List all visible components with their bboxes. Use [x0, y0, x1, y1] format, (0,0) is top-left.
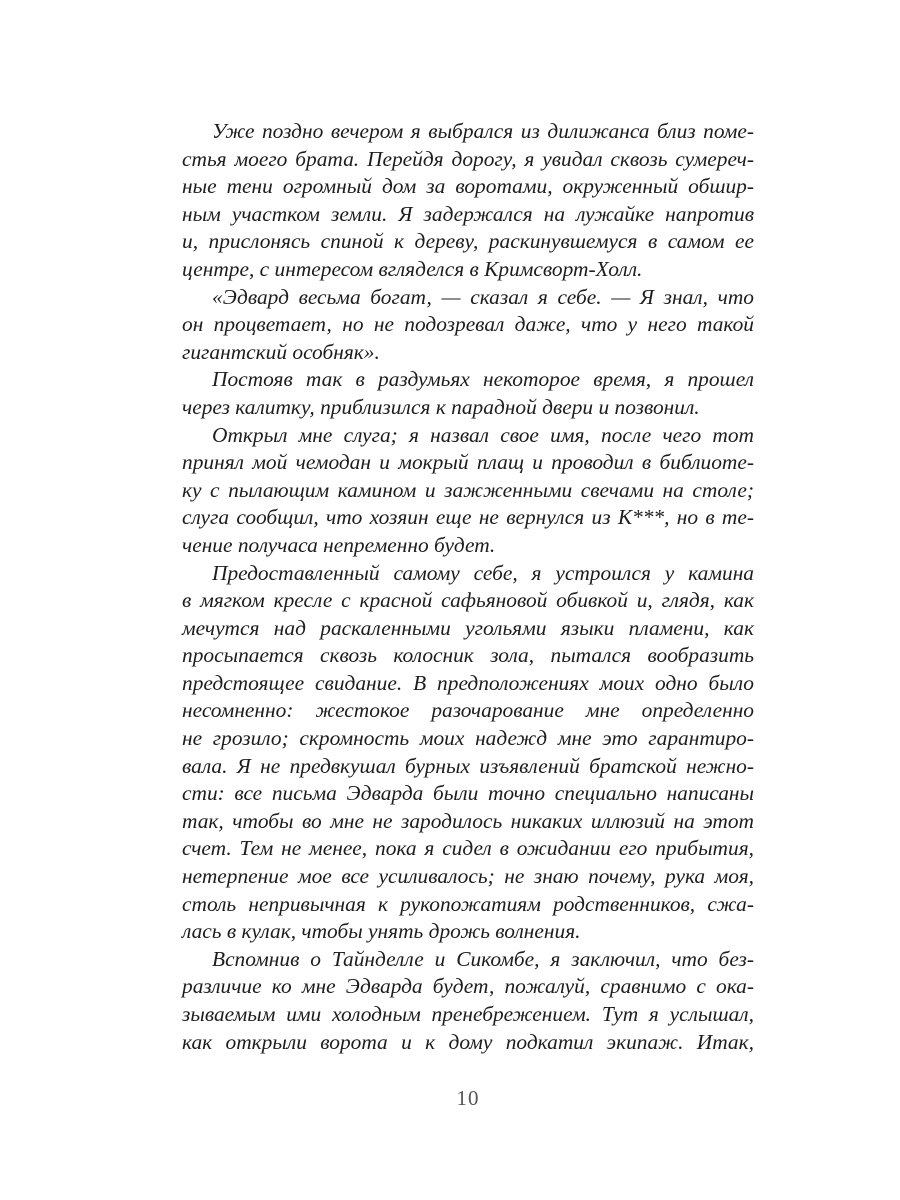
paragraph	[182, 422, 754, 560]
text-line: он процветает, но не подозревал даже, что у него такой	[182, 312, 754, 337]
text-line: просыпается сквозь колосник зола, пытался вообразить	[182, 643, 754, 668]
paragraph	[182, 284, 754, 367]
paragraph	[182, 118, 754, 284]
text-line: различие ко мне Эдварда будет, пожалуй, сравнимо с ока-	[182, 974, 754, 999]
text-line: нетерпение мое все усиливалось; не знаю почему, рука моя,	[182, 864, 754, 889]
text-line: Предоставленный самому себе, я устроился у камина	[212, 560, 754, 585]
body-text	[182, 118, 754, 1056]
text-line: через калитку, приблизился к парадной двери и позвонил.	[182, 394, 700, 419]
text-line: зываемым ими холодным пренебрежением. Тут я услышал,	[182, 1002, 754, 1026]
text-line: предстоящее свидание. В предположениях моих одно было	[182, 670, 754, 695]
text-line: «Эдвард весьма богат, — сказал я себе. — Я знал, что	[212, 284, 754, 309]
text-line: в мягком кресле с красной сафьяновой обивкой и, глядя, как	[182, 588, 754, 613]
text-line: и, прислонясь спиной к дереву, раскинувшемуся в самом ее	[182, 229, 754, 254]
text-line: лась в кулак, чтобы унять дрожь волнения.	[182, 919, 581, 944]
text-line: ные тени огромный дом за воротами, окруженный обшир-	[182, 174, 754, 199]
paragraph	[182, 560, 754, 946]
paragraph	[182, 366, 754, 421]
text-line: столь непривычная к рукопожатиям родственников, сжа-	[182, 891, 754, 916]
text-line: Открыл мне слуга; я назвал свое имя, после чего тот	[212, 422, 754, 447]
text-line: слуга сообщил, что хозяин еще не вернулся из К***, но в те-	[182, 505, 754, 530]
text-line: так, чтобы во мне не зародилось никаких иллюзий на этот	[182, 808, 754, 833]
text-line: гигантский особняк».	[182, 339, 380, 364]
text-line: ку с пылающим камином и зажженными свечами на столе;	[182, 477, 754, 502]
text-line: несомненно: жестокое разочарование мне определенно	[182, 698, 754, 723]
text-line: мечутся над раскаленными угольями языки пламени, как	[182, 615, 754, 640]
text-line: ным участком земли. Я задержался на лужайке напротив	[182, 201, 754, 226]
text-line: счет. Тем не менее, пока я сидел в ожидании его прибытия,	[182, 836, 754, 861]
text-line: принял мой чемодан и мокрый плащ и проводил в библиоте-	[182, 450, 754, 475]
text-line: центре, с интересом вгляделся в Кримсворт-Холл.	[182, 256, 643, 281]
text-line: чение получаса непременно будет.	[182, 532, 496, 557]
text-line: не грозило; скромность моих надежд мне это гарантиро-	[182, 726, 754, 751]
text-line: Постояв так в раздумьях некоторое время, я прошел	[212, 367, 754, 392]
page-number: 10	[456, 1086, 480, 1110]
text-line: вала. Я не предвкушал бурных изъявлений братской нежно-	[182, 753, 754, 778]
text-line: сти: все письма Эдварда были точно специально написаны	[182, 781, 754, 806]
text-line: Уже поздно вечером я выбрался из дилижанса близ поме-	[212, 119, 754, 143]
paragraph	[182, 946, 754, 1056]
text-line: стья моего брата. Перейдя дорогу, я увидал сквозь сумереч-	[182, 146, 754, 171]
text-line: Вспомнив о Тайнделле и Сикомбе, я заключил, что без-	[212, 946, 754, 971]
text-line: как открыли ворота и к дому подкатил экипаж. Итак,	[182, 1029, 754, 1054]
